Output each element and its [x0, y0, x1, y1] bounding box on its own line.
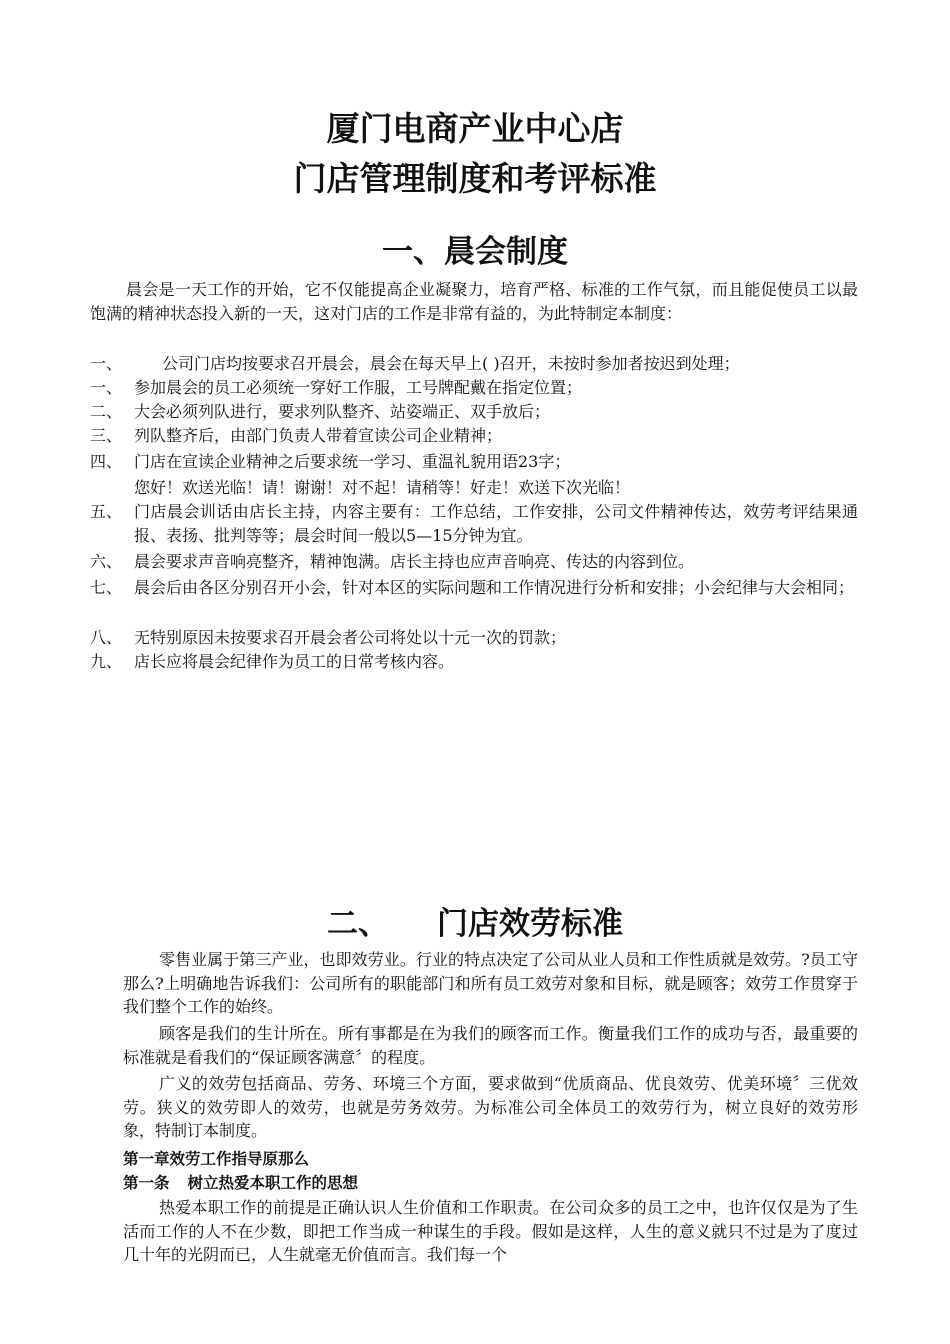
list-item-number: 六、	[90, 552, 123, 571]
list-item-text: 门店在宣读企业精神之后要求统一学习、重温礼貌用语23字；	[134, 452, 571, 471]
section1-intro: 晨会是一天工作的开始，它不仅能提高企业凝聚力，培育严格、标准的工作气氛，而且能促使员工以最饱满的精神状态投入新的一天，这对门店的工作是非常有益的，为此特制定本制度：	[90, 280, 858, 323]
article1-title: 树立热爱本职工作的思想	[187, 1174, 359, 1192]
list-item-number: 一、	[90, 354, 123, 373]
list-item-number: 一、	[90, 378, 123, 397]
list-item	[90, 550, 858, 574]
list-item-text: 店长应将晨会纪律作为员工的日常考核内容。	[134, 652, 455, 671]
list-item	[90, 576, 858, 600]
list-item-text: 门店晨会训话由店长主持，内容主要有：工作总结，工作安排，公司文件精神传达，效劳考评结果通报、表扬、批判等等；晨会时间一般以5—15分钟为宜。	[134, 502, 858, 545]
document-title-line1: 厦门电商产业中心店	[326, 109, 624, 148]
section2-paragraph: 零售业属于第三产业，也即效劳业。行业的特点决定了公司从业人员和工作性质就是效劳。?员工守那么?上明确地告诉我们：公司所有的职能部门和所有员工效劳对象和目标，就是顾客；效劳工作贯穿于我们整个工作的始终。	[123, 950, 858, 1016]
list-item-text: 晨会后由各区分别召开小会，针对本区的实际问题和工作情况进行分析和安排；小会纪律与大会相同；	[134, 578, 855, 597]
list-item-text: 公司门店均按要求召开晨会，晨会在每天早上( )召开，未按时参加者按迟到处理；	[162, 354, 740, 373]
list-item	[90, 650, 858, 674]
list-item	[90, 376, 858, 400]
list-item-number: 五、	[90, 502, 123, 521]
list-item-text: 无特别原因未按要求召开晨会者公司将处以十元一次的罚款；	[134, 628, 567, 647]
list-item-number: 二、	[90, 402, 123, 421]
list-item-number: 九、	[90, 652, 123, 671]
list-item-number: 八、	[90, 628, 123, 647]
list-item-number: 三、	[90, 426, 123, 445]
section2-heading-number: 二、	[327, 906, 389, 942]
list-item	[90, 450, 858, 474]
section2-paragraph: 顾客是我们的生计所在。所有事都是在为我们的顾客而工作。衡量我们工作的成功与否，最重要的标准就是看我们的“保证顾客满意〞的程度。	[123, 1024, 858, 1067]
list-item	[90, 626, 858, 650]
section1-heading: 一、晨会制度	[382, 234, 568, 270]
list-item	[90, 500, 858, 547]
article1-number: 第一条	[123, 1174, 170, 1192]
section2-heading	[0, 904, 950, 944]
list-item-number: 四、	[90, 452, 123, 471]
courtesy-phrases: 您好！欢送光临！请！谢谢！对不起！请稍等！好走！欢送下次光临！	[134, 478, 631, 497]
section2-heading-text: 门店效劳标准	[437, 906, 623, 942]
list-item-text: 参加晨会的员工必须统一穿好工作服，工号牌配戴在指定位置；	[134, 378, 583, 397]
list-item-text: 列队整齐后，由部门负责人带着宣读公司企业精神；	[134, 426, 503, 445]
list-item-text: 晨会要求声音响亮整齐，精神饱满。店长主持也应声音响亮、传达的内容到位。	[134, 552, 695, 571]
article1-heading	[123, 1172, 358, 1196]
list-item	[90, 352, 858, 376]
chapter1-heading: 第一章效劳工作指导原那么	[123, 1150, 310, 1168]
list-item	[90, 400, 858, 424]
article1-body: 热爱本职工作的前提是正确认识人生价值和工作职责。在公司众多的员工之中，也许仅仅是为了生活而工作的人不在少数，即把工作当成一种谋生的手段。假如是这样，人生的意义就只不过是为了度过几十年的光阴而已，人生就毫无价值而言。我们每一个	[123, 1198, 858, 1264]
document-title-line2: 门店管理制度和考评标准	[293, 159, 657, 198]
section2-paragraph: 广义的效劳包括商品、劳务、环境三个方面，要求做到“优质商品、优良效劳、优美环境〞三优效劳。狭义的效劳即人的效劳，也就是劳务效劳。为标准公司全体员工的效劳行为，树立良好的效劳形象，特制订本制度。	[123, 1074, 858, 1140]
list-item-number: 七、	[90, 578, 123, 597]
list-item-text: 大会必须列队进行，要求列队整齐、站姿端正、双手放后；	[134, 402, 551, 421]
list-item	[90, 424, 858, 448]
